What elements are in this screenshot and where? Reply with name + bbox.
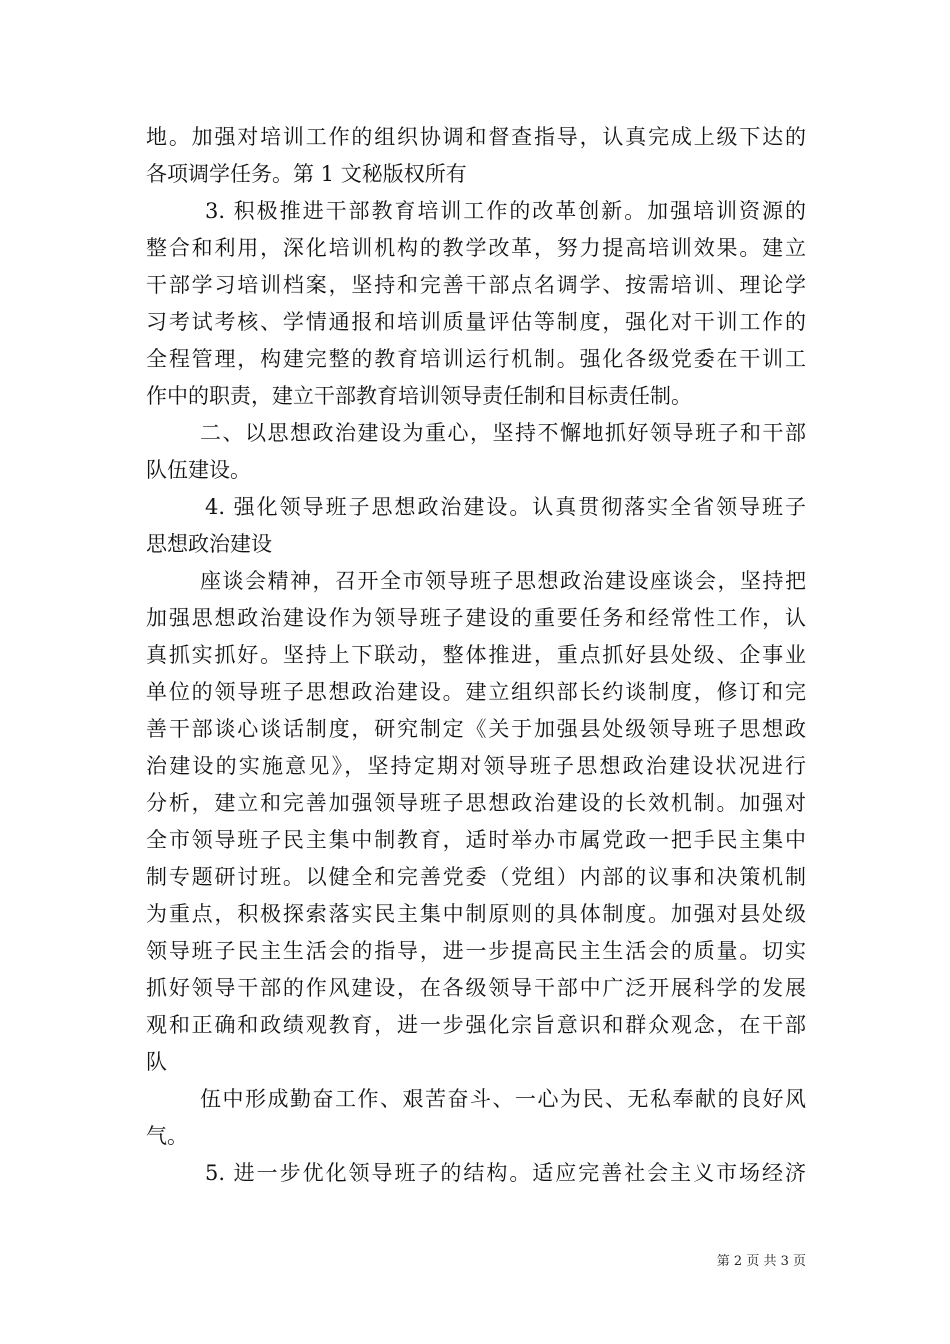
text-line-24: 抓好领导干部的作风建设，在各级领导干部中广泛开展科学的发展: [146, 976, 806, 1000]
text-line-8: 作中的职责，建立干部教育培训领导责任制和目标责任制。: [146, 384, 692, 408]
text-line-27: 伍中形成勤奋工作、艰苦奋斗、一心为民、无私奉献的良好风: [200, 1087, 806, 1111]
text-line-14: 加强思想政治建设作为领导班子建设的重要任务和经常性工作，认: [146, 606, 806, 630]
text-line-12: 思想政治建设: [146, 532, 272, 556]
text-line-5: 干部学习培训档案，坚持和完善干部点名调学、按需培训、理论学: [146, 273, 806, 297]
text-line-9: 二、以思想政治建设为重心，坚持不懈地抓好领导班子和干部: [200, 421, 806, 445]
text-line-29: 5. 进一步优化领导班子的结构。适应完善社会主义市场经济: [205, 1161, 806, 1185]
text-line-2: 各项调学任务。第 1 文秘版权所有: [146, 162, 467, 186]
text-line-17: 善干部谈心谈话制度，研究制定《关于加强县处级领导班子思想政: [146, 717, 806, 741]
text-line-20: 全市领导班子民主集中制教育，适时举办市属党政一把手民主集中: [146, 828, 806, 852]
text-line-3: 3. 积极推进干部教育培训工作的改革创新。加强培训资源的: [205, 199, 806, 223]
text-line-10: 队伍建设。: [146, 458, 251, 482]
text-line-13: 座谈会精神，召开全市领导班子思想政治建设座谈会，坚持把: [200, 569, 806, 593]
text-line-16: 单位的领导班子思想政治建设。建立组织部长约谈制度，修订和完: [146, 680, 806, 704]
text-line-4: 整合和利用，深化培训机构的教学改革，努力提高培训效果。建立: [146, 236, 806, 260]
text-line-1: 地。加强对培训工作的组织协调和督查指导，认真完成上级下达的: [146, 125, 806, 149]
text-line-26: 队: [146, 1050, 167, 1074]
text-line-11: 4. 强化领导班子思想政治建设。认真贯彻落实全省领导班子: [205, 495, 806, 519]
text-line-7: 全程管理，构建完整的教育培训运行机制。强化各级党委在干训工: [146, 347, 806, 371]
text-line-28: 气。: [146, 1124, 188, 1148]
text-line-18: 治建设的实施意见》，坚持定期对领导班子思想政治建设状况进行: [146, 754, 806, 778]
text-line-22: 为重点，积极探索落实民主集中制原则的具体制度。加强对县处级: [146, 902, 806, 926]
text-line-21: 制专题研讨班。以健全和完善党委（党组）内部的议事和决策机制: [146, 865, 806, 889]
text-line-6: 习考试考核、学情通报和培训质量评估等制度，强化对干训工作的: [146, 310, 806, 334]
text-line-19: 分析，建立和完善加强领导班子思想政治建设的长效机制。加强对: [146, 791, 806, 815]
text-line-15: 真抓实抓好。坚持上下联动，整体推进，重点抓好县处级、企事业: [146, 643, 806, 667]
page-number-footer: 第 2 页 共 3 页: [716, 1254, 806, 1269]
text-line-25: 观和正确和政绩观教育，进一步强化宗旨意识和群众观念，在干部: [146, 1013, 806, 1037]
text-line-23: 领导班子民主生活会的指导，进一步提高民主生活会的质量。切实: [146, 939, 806, 963]
